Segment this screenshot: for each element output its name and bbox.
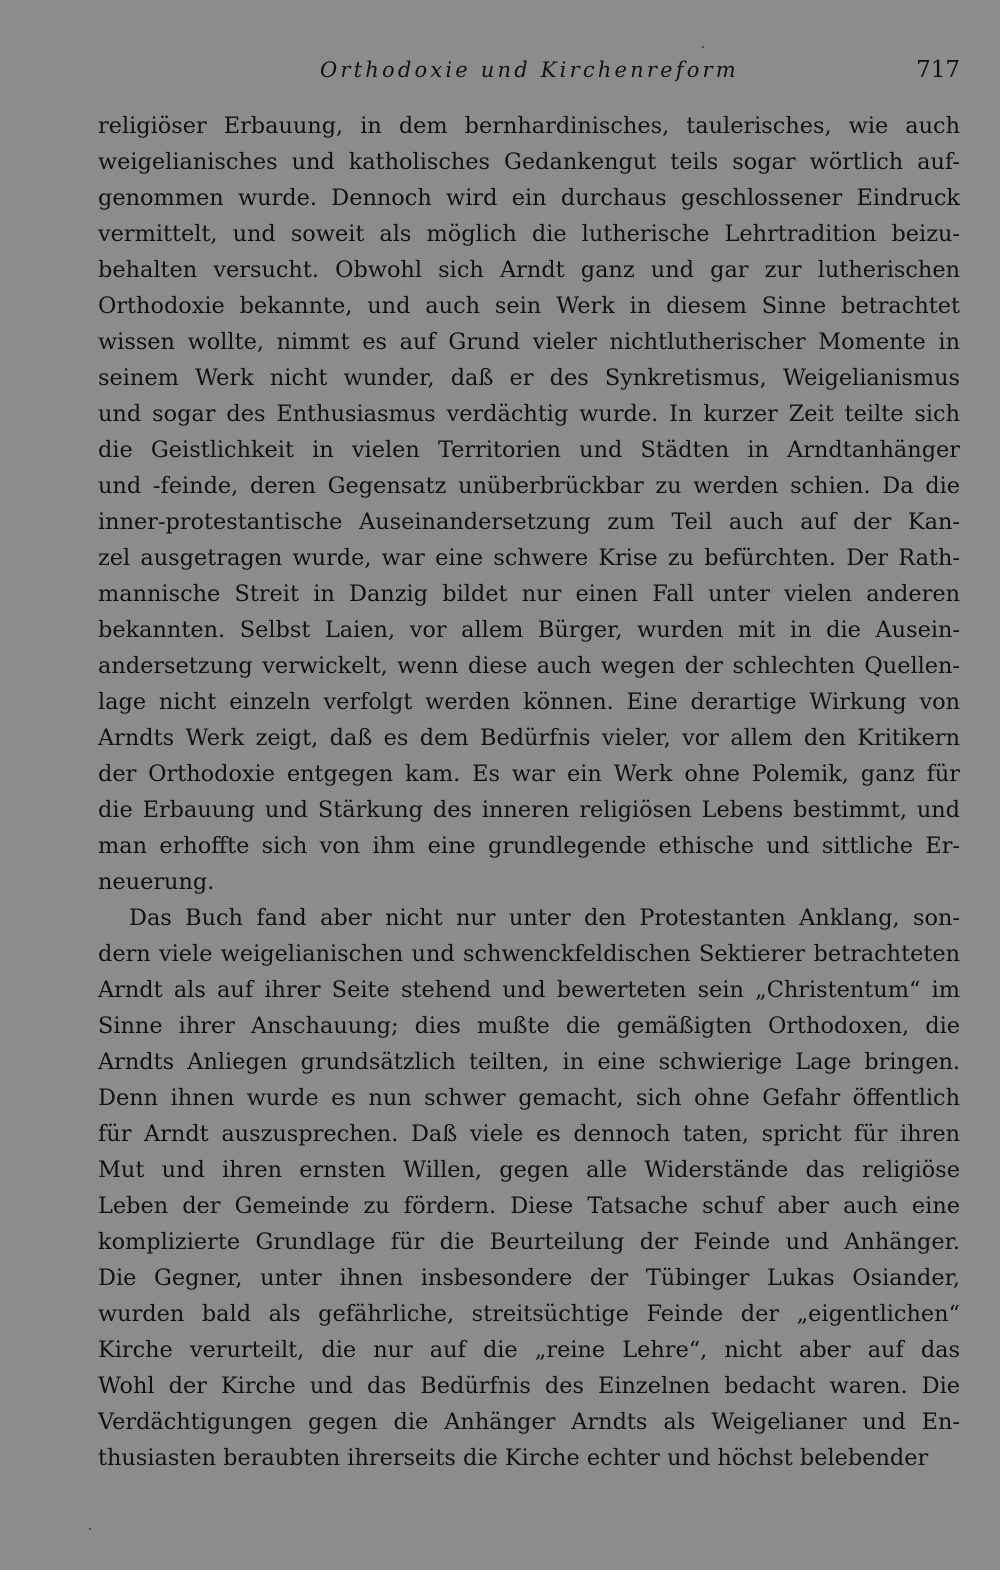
text-line: zel ausgetragen wurde, war eine schwere Krise zu befürchten. Der Rath- bbox=[98, 545, 960, 571]
text-line: der Orthodoxie entgegen kam. Es war ein Werk ohne Polemik, ganz für bbox=[98, 761, 960, 787]
text-line: lage nicht einzeln verfolgt werden können. Eine derartige Wirkung von bbox=[98, 689, 960, 715]
text-line: behalten versucht. Obwohl sich Arndt ganz und gar zur lutherischen bbox=[98, 257, 960, 283]
text-line: Wohl der Kirche und das Bedürfnis des Einzelnen bedacht waren. Die bbox=[98, 1373, 960, 1399]
text-line: Arndt als auf ihrer Seite stehend und bewerteten sein „Christentum“ im bbox=[98, 977, 960, 1003]
text-line: man erhoffte sich von ihm eine grundlegende ethische und sittliche Er- bbox=[98, 833, 960, 859]
running-head bbox=[98, 52, 960, 92]
text-line: Das Buch fand aber nicht nur unter den Protestanten Anklang, son- bbox=[129, 905, 960, 931]
text-line: thusiasten beraubten ihrerseits die Kirche echter und höchst belebender bbox=[98, 1445, 929, 1471]
text-line: Denn ihnen wurde es nun schwer gemacht, sich ohne Gefahr öffentlich bbox=[98, 1085, 960, 1111]
text-line: Mut und ihren ernsten Willen, gegen alle Widerstände das religiöse bbox=[98, 1157, 960, 1183]
text-line: die Geistlichkeit in vielen Territorien und Städten in Arndtanhänger bbox=[98, 437, 960, 463]
text-line: wurden bald als gefährliche, streitsüchtige Feinde der „eigentlichen“ bbox=[98, 1301, 960, 1327]
text-line: religiöser Erbauung, in dem bernhardinisches, taulerisches, wie auch bbox=[98, 113, 960, 139]
paragraph bbox=[98, 108, 960, 900]
text-line: Kirche verurteilt, die nur auf die „reine Lehre“, nicht aber auf das bbox=[98, 1337, 960, 1363]
text-line: Leben der Gemeinde zu fördern. Diese Tatsache schuf aber auch eine bbox=[98, 1193, 960, 1219]
body-text bbox=[98, 108, 960, 1476]
text-line: andersetzung verwickelt, wenn diese auch wegen der schlechten Quellen- bbox=[98, 653, 960, 679]
page-number: 717 bbox=[916, 57, 960, 83]
text-line: vermittelt, und soweit als möglich die lutherische Lehrtradition beizu- bbox=[98, 221, 960, 247]
text-line: Die Gegner, unter ihnen insbesondere der Tübinger Lukas Osiander, bbox=[98, 1265, 960, 1291]
text-line: und -feinde, deren Gegensatz unüberbrückbar zu werden schien. Da die bbox=[98, 473, 960, 499]
text-line: mannische Streit in Danzig bildet nur einen Fall unter vielen anderen bbox=[98, 581, 960, 607]
text-line: bekannten. Selbst Laien, vor allem Bürger, wurden mit in die Ausein- bbox=[98, 617, 960, 643]
text-line: Arndts Werk zeigt, daß es dem Bedürfnis vieler, vor allem den Kritikern bbox=[98, 725, 960, 751]
text-line: die Erbauung und Stärkung des inneren religiösen Lebens bestimmt, und bbox=[98, 797, 960, 823]
text-line: und sogar des Enthusiasmus verdächtig wurde. In kurzer Zeit teilte sich bbox=[98, 401, 960, 427]
text-line: genommen wurde. Dennoch wird ein durchaus geschlossener Eindruck bbox=[98, 185, 960, 211]
paragraph bbox=[98, 900, 960, 1476]
running-head-title: Orthodoxie und Kirchenreform bbox=[320, 58, 739, 82]
text-line: wissen wollte, nimmt es auf Grund vieler nichtlutherischer Momente in bbox=[98, 329, 960, 355]
text-line: weigelianisches und katholisches Gedankengut teils sogar wörtlich auf- bbox=[98, 149, 960, 175]
text-line: neuerung. bbox=[98, 869, 215, 895]
text-line: seinem Werk nicht wunder, daß er des Synkretismus, Weigelianismus bbox=[98, 365, 960, 391]
text-line: für Arndt auszusprechen. Daß viele es dennoch taten, spricht für ihren bbox=[98, 1121, 960, 1147]
text-line: Arndts Anliegen grundsätzlich teilten, in eine schwierige Lage bringen. bbox=[98, 1049, 960, 1075]
scan-speck bbox=[702, 46, 704, 48]
text-line: Verdächtigungen gegen die Anhänger Arndts als Weigelianer und En- bbox=[98, 1409, 960, 1435]
scan-speck bbox=[89, 1528, 91, 1530]
text-line: komplizierte Grundlage für die Beurteilung der Feinde und Anhänger. bbox=[98, 1229, 960, 1255]
text-line: Sinne ihrer Anschauung; dies mußte die gemäßigten Orthodoxen, die bbox=[98, 1013, 960, 1039]
text-line: dern viele weigelianischen und schwenckfeldischen Sektierer betrachteten bbox=[98, 941, 960, 967]
text-line: inner-protestantische Auseinandersetzung zum Teil auch auf der Kan- bbox=[98, 509, 960, 535]
text-line: Orthodoxie bekannte, und auch sein Werk in diesem Sinne betrachtet bbox=[98, 293, 960, 319]
